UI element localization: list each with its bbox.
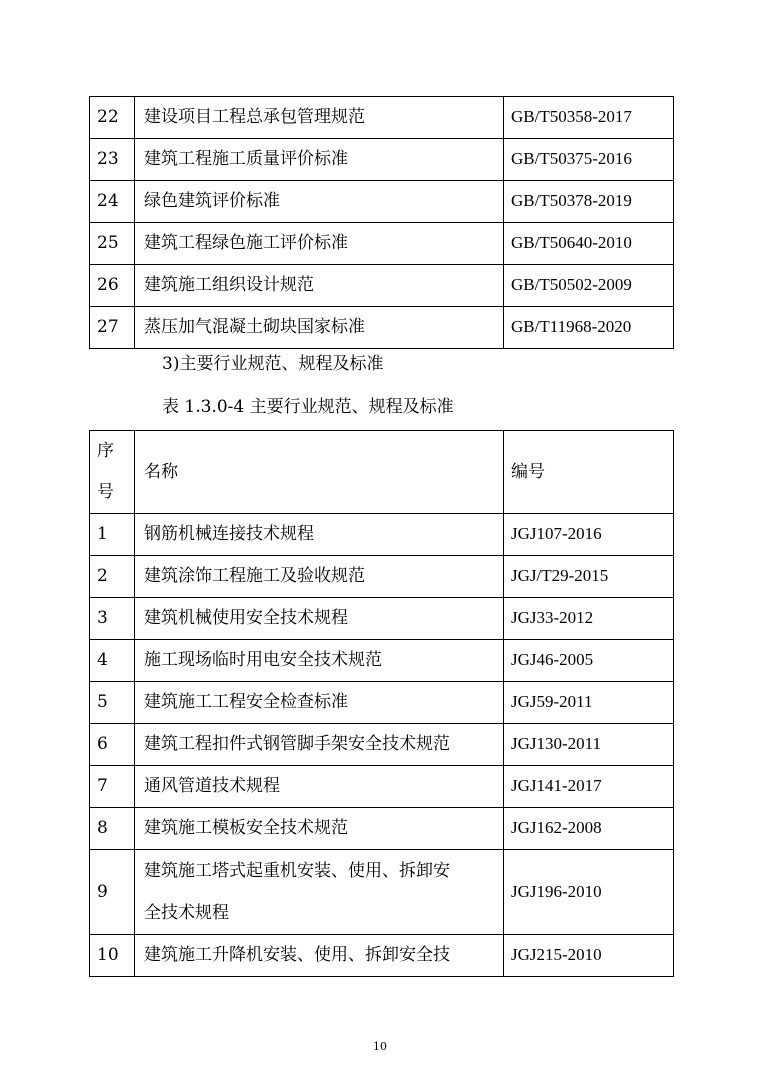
standard-code: GB/T50378-2019: [504, 181, 674, 223]
page-number: 10: [373, 1040, 387, 1053]
row-number: 1: [90, 514, 135, 556]
standard-name: 绿色建筑评价标准: [135, 181, 504, 223]
standard-name: 施工现场临时用电安全技术规范: [135, 640, 504, 682]
row-number: 10: [90, 935, 135, 977]
row-number: 27: [90, 307, 135, 349]
row-number: 2: [90, 556, 135, 598]
table-row: [90, 556, 674, 598]
table-row: [90, 181, 674, 223]
standards-table-continued: [89, 96, 674, 349]
table-row: [90, 935, 674, 977]
table-row: [90, 640, 674, 682]
row-number: 7: [90, 766, 135, 808]
row-number: 6: [90, 724, 135, 766]
standard-code: GB/T50502-2009: [504, 265, 674, 307]
table-row: [90, 265, 674, 307]
standard-code: JGJ46-2005: [504, 640, 674, 682]
standard-code: GB/T11968-2020: [504, 307, 674, 349]
standard-name: 通风管道技术规程: [135, 766, 504, 808]
standard-code: GB/T50375-2016: [504, 139, 674, 181]
standard-name: 建筑施工模板安全技术规范: [135, 808, 504, 850]
standard-code: JGJ141-2017: [504, 766, 674, 808]
standard-name-line2: 全技术规程: [144, 903, 229, 923]
standard-code: GB/T50640-2010: [504, 223, 674, 265]
standard-name: 建筑施工工程安全检查标准: [135, 682, 504, 724]
standard-name: 蒸压加气混凝土砌块国家标准: [135, 307, 504, 349]
standard-name: 建筑工程扣件式钢管脚手架安全技术规范: [135, 724, 504, 766]
standard-name: 建筑机械使用安全技术规程: [135, 598, 504, 640]
table-row: [90, 307, 674, 349]
standard-name: 建设项目工程总承包管理规范: [135, 97, 504, 139]
row-number: 9: [90, 850, 135, 935]
table-row: [90, 514, 674, 556]
row-number: 5: [90, 682, 135, 724]
standard-name: 建筑施工组织设计规范: [135, 265, 504, 307]
header-code: 编号: [504, 431, 674, 514]
section-subheading: 3)主要行业规范、规程及标准: [162, 354, 384, 374]
standard-code: JGJ59-2011: [504, 682, 674, 724]
standard-code: JGJ215-2010: [504, 935, 674, 977]
header-number: [90, 431, 135, 514]
table-row: [90, 808, 674, 850]
row-number: 22: [90, 97, 135, 139]
standard-code: JGJ130-2011: [504, 724, 674, 766]
table-caption: 表 1.3.0-4 主要行业规范、规程及标准: [162, 397, 454, 417]
row-number: 8: [90, 808, 135, 850]
standard-name: 建筑施工升降机安装、使用、拆卸安全技: [135, 935, 504, 977]
standard-code: JGJ/T29-2015: [504, 556, 674, 598]
table-row: [90, 223, 674, 265]
row-number: 25: [90, 223, 135, 265]
standard-code: JGJ196-2010: [504, 850, 674, 935]
table-row: [90, 682, 674, 724]
row-number: 23: [90, 139, 135, 181]
standard-name-line1: 建筑施工塔式起重机安装、使用、拆卸安: [144, 861, 450, 881]
table-row: [90, 598, 674, 640]
header-number-line2: 号: [97, 482, 114, 502]
standard-code: JGJ162-2008: [504, 808, 674, 850]
row-number: 26: [90, 265, 135, 307]
row-number: 3: [90, 598, 135, 640]
row-number: 4: [90, 640, 135, 682]
standard-name: 建筑工程绿色施工评价标准: [135, 223, 504, 265]
standard-code: JGJ33-2012: [504, 598, 674, 640]
table-row: [90, 97, 674, 139]
header-number-line1: 序: [97, 441, 114, 461]
standard-code: GB/T50358-2017: [504, 97, 674, 139]
industry-standards-table: [89, 430, 674, 977]
standard-name: 建筑工程施工质量评价标准: [135, 139, 504, 181]
table-row: [90, 766, 674, 808]
standard-name: [135, 850, 504, 935]
standard-code: JGJ107-2016: [504, 514, 674, 556]
standard-name: 钢筋机械连接技术规程: [135, 514, 504, 556]
table-row: [90, 139, 674, 181]
standard-name: 建筑涂饰工程施工及验收规范: [135, 556, 504, 598]
table-header-row: [90, 431, 674, 514]
table-row: [90, 850, 674, 935]
header-name: 名称: [135, 431, 504, 514]
row-number: 24: [90, 181, 135, 223]
table-row: [90, 724, 674, 766]
